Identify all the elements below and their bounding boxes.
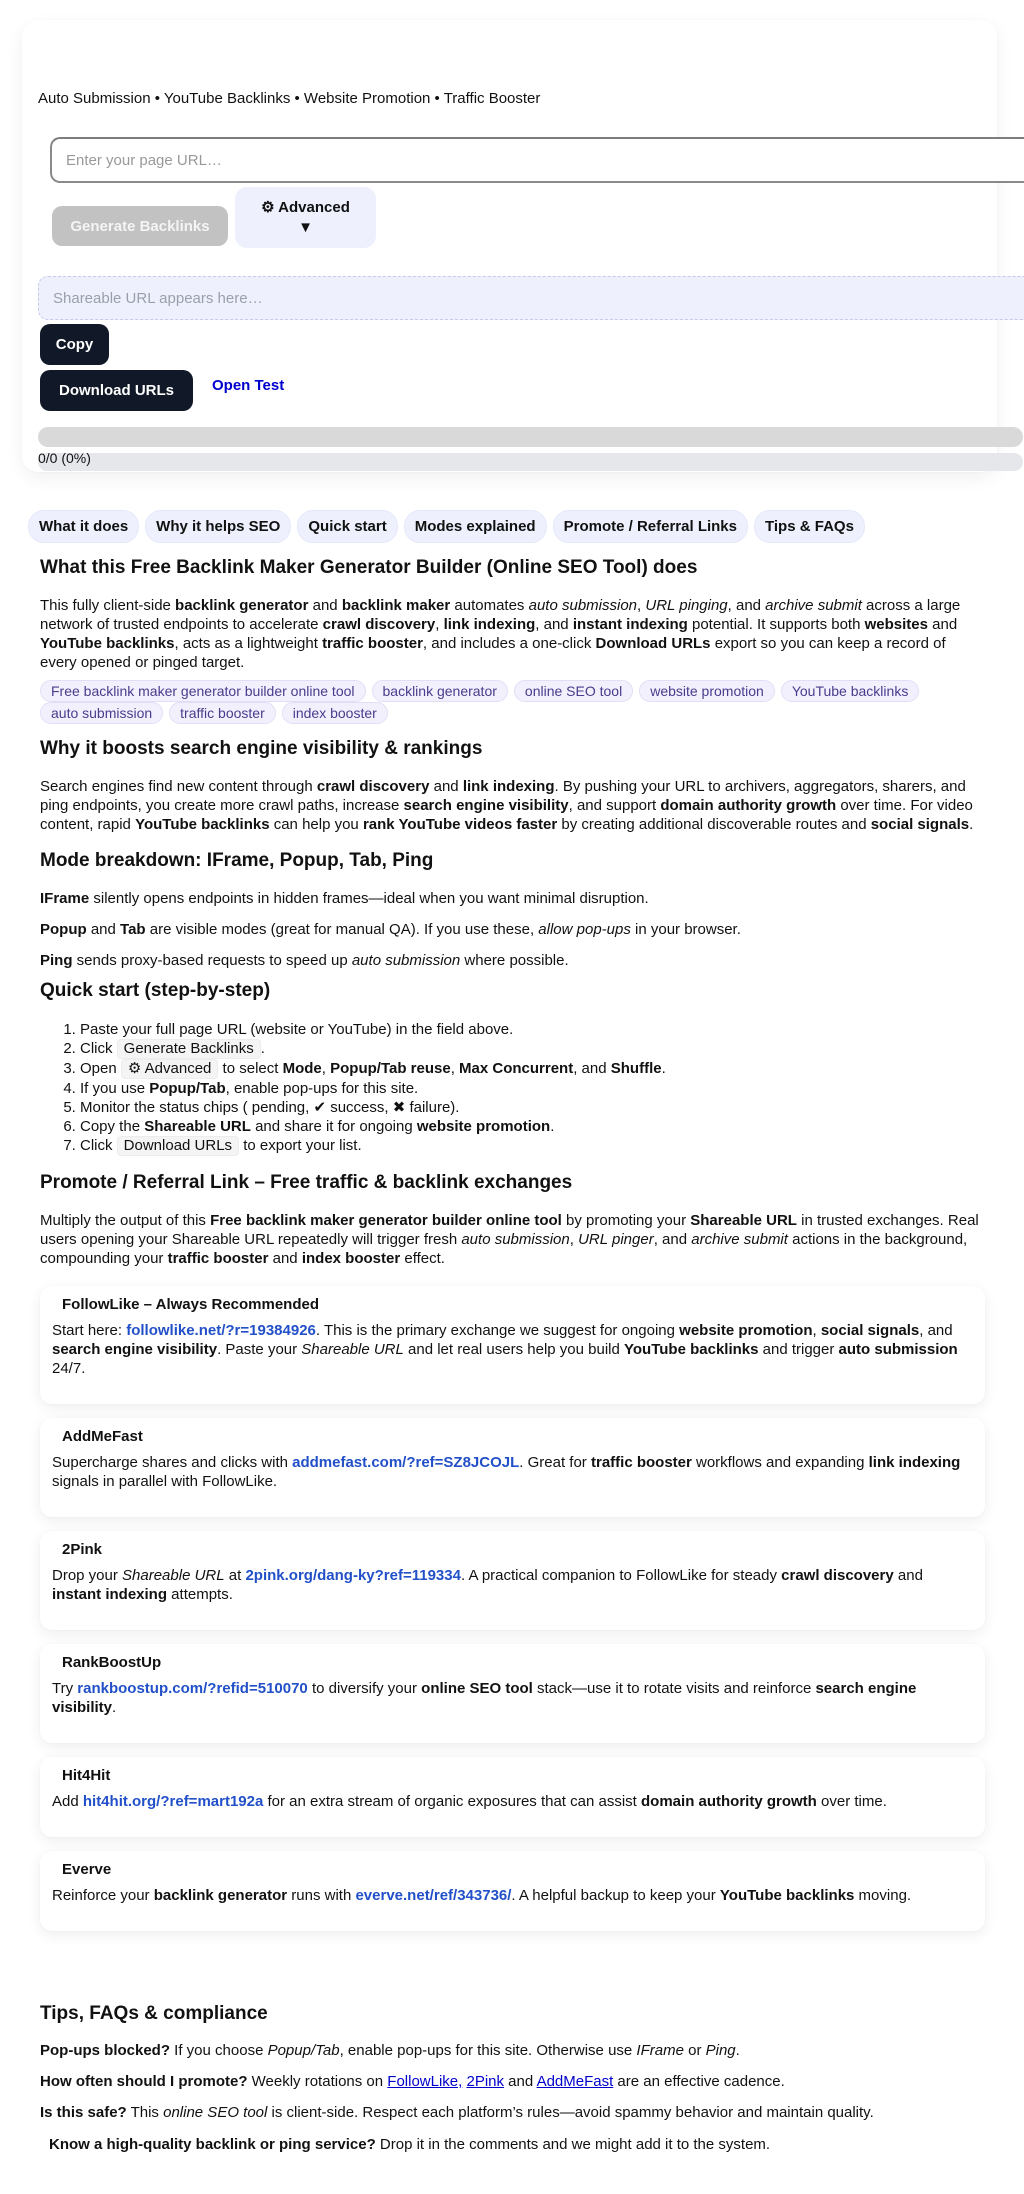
faq-addmefast-link[interactable]: AddMeFast <box>536 2073 614 2090</box>
text-run: , and <box>535 616 573 633</box>
text-run: can help you <box>269 816 363 833</box>
text-run: over time. <box>816 1793 887 1810</box>
bold-keyword: traffic booster <box>167 1250 269 1267</box>
nav-pill-promote[interactable]: Promote / Referral Links <box>553 510 748 543</box>
section-heading: Mode breakdown: IFrame, Popup, Tab, Ping <box>40 850 434 871</box>
text-run: , <box>321 1060 331 1077</box>
bold-keyword: crawl discovery <box>316 778 430 795</box>
bold-keyword: Pop-ups blocked? <box>40 2042 171 2059</box>
text-run: . <box>112 1699 117 1716</box>
text-run: . A practical companion to FollowLike for steady <box>460 1567 782 1584</box>
bold-keyword: search engine visibility <box>403 797 569 814</box>
bold-keyword: search engine visibility <box>52 1341 218 1358</box>
text-run: and <box>308 597 342 614</box>
text-run: , <box>435 616 444 633</box>
everve-link[interactable]: everve.net/ref/343736/ <box>355 1887 512 1904</box>
text-run: . A helpful backup to keep your <box>511 1887 720 1904</box>
text-run: Open <box>80 1060 121 1077</box>
text-run: . <box>661 1060 666 1077</box>
italic-term: auto submission <box>461 1231 570 1248</box>
text-run: , enable pop-ups for this site. Otherwise use <box>339 2042 637 2059</box>
referral-text <box>52 1453 973 1491</box>
text-run: . <box>260 1040 265 1057</box>
text-run: 24/7. <box>52 1360 86 1377</box>
italic-term: auto submission <box>351 952 461 969</box>
text-run: to select <box>218 1060 283 1077</box>
italic-term: IFrame <box>636 2042 684 2059</box>
text-run: attempts. <box>167 1586 233 1603</box>
chevron-down-icon: ▼ <box>298 218 313 236</box>
text-run: . <box>735 2042 740 2059</box>
keyword-tags <box>40 680 953 724</box>
referral-title: FollowLike – Always Recommended <box>62 1296 320 1313</box>
text-run: in your browser. <box>630 921 741 938</box>
referral-card-followlike <box>40 1286 985 1404</box>
bold-keyword: / <box>195 1080 201 1097</box>
faq-popups <box>40 2041 984 2060</box>
section-quick-start <box>40 980 984 1156</box>
text-run: , and support <box>568 797 661 814</box>
faq-safety <box>40 2103 984 2122</box>
bold-keyword: traffic booster <box>322 635 423 652</box>
faq-promote-frequency <box>40 2072 984 2091</box>
progress-status-text: 0/0 (0%) <box>38 450 91 466</box>
section-nav <box>28 510 984 543</box>
text-run: If you use <box>80 1080 150 1097</box>
download-urls-kbd: Download URLs <box>117 1136 239 1156</box>
bold-keyword: index booster <box>301 1250 401 1267</box>
mode-iframe <box>40 889 984 908</box>
step-item <box>80 1136 984 1156</box>
referral-card-rankboostup <box>40 1644 985 1743</box>
keyword-tag[interactable]: YouTube backlinks <box>781 680 919 702</box>
text-run: , <box>812 1322 821 1339</box>
bold-keyword: link indexing <box>868 1454 961 1471</box>
bold-keyword: YouTube backlinks <box>719 1887 855 1904</box>
keyword-tag[interactable]: website promotion <box>639 680 775 702</box>
referral-title: AddMeFast <box>62 1428 143 1445</box>
bold-keyword: domain authority growth <box>660 797 837 814</box>
open-test-link[interactable]: Open Test <box>212 377 285 394</box>
italic-term: Popup/Tab <box>267 2042 340 2059</box>
bold-keyword: website promotion <box>416 1118 551 1135</box>
text-run: , <box>569 1231 579 1248</box>
text-run: . <box>550 1118 555 1135</box>
bold-keyword: instant indexing <box>52 1586 168 1603</box>
text-run: This <box>126 2104 164 2121</box>
nav-pill-modes[interactable]: Modes explained <box>404 510 547 543</box>
bold-keyword: website promotion <box>679 1322 813 1339</box>
italic-term: archive submit <box>691 1231 788 1248</box>
tagline: Auto Submission • YouTube Backlinks • Website Promotion • Traffic Booster <box>38 90 541 107</box>
bold-keyword: crawl discovery <box>781 1567 894 1584</box>
text-run: across a large network of trusted endpoints to accelerate <box>40 597 961 633</box>
referral-card-hit4hit <box>40 1757 985 1837</box>
italic-term: Shareable URL <box>301 1341 404 1358</box>
text-run: , <box>637 597 646 614</box>
keyword-tag[interactable]: auto submission <box>40 702 163 724</box>
bold-keyword: Mode <box>282 1060 322 1077</box>
text-run: are visible modes (great for manual QA). If you use these, <box>145 921 539 938</box>
referral-text <box>52 1321 973 1378</box>
bold-keyword: YouTube backlinks <box>624 1341 759 1358</box>
step-item <box>80 1059 984 1079</box>
section-heading: Promote / Referral Link – Free traffic & backlink exchanges <box>40 1172 573 1193</box>
text-run: and share it for ongoing <box>250 1118 417 1135</box>
section-tips <box>40 2003 984 2154</box>
text-run: automates <box>450 597 529 614</box>
text-run: and <box>504 2073 537 2090</box>
text-run: Try <box>52 1680 78 1697</box>
text-run: stack—use it to rotate visits and reinforce <box>532 1680 816 1697</box>
text-run: Drop it in the comments and we might add it to the system. <box>375 2136 771 2153</box>
bold-keyword: Know a high-quality backlink or ping service? <box>49 2136 376 2153</box>
bold-keyword: Tab <box>200 1080 226 1097</box>
section-heading: Quick start (step-by-step) <box>40 980 271 1001</box>
italic-term: online SEO tool <box>163 2104 268 2121</box>
text-run: for an extra stream of organic exposures that can assist <box>263 1793 642 1810</box>
text-run: , and includes a one-click <box>422 635 596 652</box>
text-run: at <box>224 1567 246 1584</box>
section-heading: Why it boosts search engine visibility & rankings <box>40 738 483 759</box>
italic-term: Ping <box>705 2042 736 2059</box>
step-item <box>80 1039 984 1059</box>
text-run: . By pushing your URL to archivers, aggregators, sharers, and ping endpoints, you create more crawl paths, increase <box>40 778 966 814</box>
status-bar <box>38 453 1023 471</box>
addmefast-link[interactable]: addmefast.com/?ref=SZ8JCOJL <box>292 1454 520 1471</box>
step-item <box>80 1117 984 1136</box>
bold-keyword: social signals <box>870 816 970 833</box>
bold-keyword: instant indexing <box>572 616 688 633</box>
referral-card-everve <box>40 1851 985 1931</box>
nav-pill-quick-start[interactable]: Quick start <box>297 510 397 543</box>
text-run: and <box>86 921 121 938</box>
referral-text <box>52 1679 973 1717</box>
progress-bar <box>38 427 1023 447</box>
download-urls-button[interactable]: Download URLs <box>40 370 193 411</box>
text-run: are an effective cadence. <box>613 2073 785 2090</box>
rankboostup-link[interactable]: rankboostup.com/?refid=510070 <box>77 1680 308 1697</box>
section-heading: Tips, FAQs & compliance <box>40 2003 268 2024</box>
bold-keyword: Popup <box>149 1080 196 1097</box>
text-run: , and <box>653 1231 692 1248</box>
text-run: to export your list. <box>239 1137 362 1154</box>
faq-followlike-link[interactable]: FollowLike, <box>387 2073 463 2090</box>
bold-keyword: YouTube backlinks <box>135 816 270 833</box>
bold-keyword: Is this safe? <box>40 2104 127 2121</box>
2pink-link[interactable]: 2pink.org/dang-ky?ref=119334 <box>245 1567 461 1584</box>
step-item: 1. Paste your full page URL (website or YouTube) in the field above. <box>80 1020 984 1039</box>
keyword-tag[interactable]: Free backlink maker generator builder online tool <box>40 680 366 702</box>
nav-pill-what-it-does[interactable]: What it does <box>28 510 139 543</box>
section-paragraph <box>40 596 984 672</box>
mode-ping <box>40 951 984 970</box>
italic-term: Shareable URL <box>122 1567 225 1584</box>
text-run: signals in parallel with FollowLike. <box>52 1473 278 1490</box>
text-run: effect. <box>400 1250 445 1267</box>
italic-term: allow pop-ups <box>538 921 631 938</box>
text-run: Weekly rotations on <box>247 2073 388 2090</box>
bold-keyword: backlink maker <box>341 597 451 614</box>
bold-keyword: Max Concurrent <box>459 1060 574 1077</box>
article-content <box>0 510 1024 2194</box>
text-run: , enable pop-ups for this site. <box>225 1080 419 1097</box>
nav-pill-why-seo[interactable]: Why it helps SEO <box>145 510 291 543</box>
page-url-input[interactable] <box>50 137 1024 183</box>
text-run: over time. For video content, rapid <box>40 797 973 833</box>
section-what-it-does <box>40 557 984 724</box>
text-run: and <box>429 778 463 795</box>
referral-title: RankBoostUp <box>62 1654 162 1671</box>
bold-keyword: link indexing <box>443 616 536 633</box>
section-why-seo <box>40 738 984 834</box>
backlink-tool-card <box>22 20 997 472</box>
text-run: and trigger <box>758 1341 839 1358</box>
hit4hit-link[interactable]: hit4hit.org/?ref=mart192a <box>82 1793 264 1810</box>
text-run: Start here: <box>52 1322 127 1339</box>
keyword-tag[interactable]: traffic booster <box>169 702 276 724</box>
bold-keyword: Shareable URL <box>144 1118 251 1135</box>
advanced-kbd: ⚙ Advanced <box>121 1059 219 1079</box>
section-paragraph <box>40 1211 984 1268</box>
text-run: Click <box>80 1137 117 1154</box>
shareable-url-field[interactable] <box>38 276 1024 320</box>
text-run: , and <box>727 597 766 614</box>
bold-keyword: IFrame <box>40 890 90 907</box>
text-run: Reinforce your <box>52 1887 154 1904</box>
section-heading: What this Free Backlink Maker Generator Builder (Online SEO Tool) does <box>40 557 698 578</box>
bold-keyword: domain authority growth <box>641 1793 817 1810</box>
referral-card-2pink <box>40 1531 985 1630</box>
bold-keyword: online SEO tool <box>421 1680 533 1697</box>
bold-keyword: Shareable URL <box>690 1212 797 1229</box>
referral-title: Everve <box>62 1861 112 1878</box>
text-run: , and <box>919 1322 953 1339</box>
text-run: where possible. <box>460 952 569 969</box>
bold-keyword: crawl discovery <box>322 616 436 633</box>
bold-keyword: Free backlink maker generator builder online tool <box>210 1212 562 1229</box>
bold-keyword: websites <box>864 616 928 633</box>
text-run: Search engines find new content through <box>40 778 317 795</box>
referral-card-addmefast <box>40 1418 985 1517</box>
text-run: in trusted exchanges. Real users opening your Shareable URL repeatedly will trigger fresh <box>40 1212 979 1248</box>
mode-popup-tab <box>40 920 984 939</box>
bold-keyword: Popup <box>40 921 87 938</box>
text-run: workflows and expanding <box>691 1454 869 1471</box>
bold-keyword: Tab <box>120 921 146 938</box>
keyword-tag[interactable]: online SEO tool <box>514 680 633 702</box>
text-run: If you choose <box>170 2042 268 2059</box>
referral-text <box>52 1886 973 1905</box>
text-run: Click <box>80 1040 117 1057</box>
bold-keyword: auto submission <box>838 1341 958 1358</box>
text-run: by creating additional discoverable routes and <box>557 816 871 833</box>
generate-backlinks-button[interactable]: Generate Backlinks <box>52 206 228 246</box>
section-paragraph <box>40 777 984 834</box>
copy-button[interactable]: Copy <box>40 324 109 365</box>
referral-title: Hit4Hit <box>62 1767 111 1784</box>
text-run: or <box>683 2042 706 2059</box>
text-run: potential. It supports both <box>687 616 865 633</box>
bold-keyword: Popup <box>330 1060 377 1077</box>
nav-pill-tips[interactable]: Tips & FAQs <box>754 510 865 543</box>
italic-term: auto submission <box>528 597 638 614</box>
keyword-tag[interactable]: index booster <box>282 702 388 724</box>
bold-keyword: social signals <box>820 1322 920 1339</box>
bold-keyword: backlink generator <box>175 597 309 614</box>
generate-backlinks-kbd: Generate Backlinks <box>117 1039 261 1059</box>
bold-keyword: backlink generator <box>153 1887 288 1904</box>
bold-keyword: Tab reuse <box>380 1060 451 1077</box>
italic-term: archive submit <box>765 597 862 614</box>
text-run: Copy the <box>80 1118 145 1135</box>
text-run: and <box>927 616 958 633</box>
text-run: moving. <box>854 1887 912 1904</box>
bold-keyword: Ping <box>40 952 73 969</box>
text-run: . Paste your <box>217 1341 302 1358</box>
bold-keyword: Shuffle <box>610 1060 662 1077</box>
text-run: actions in the background, compounding your <box>40 1231 968 1267</box>
text-run: Drop your <box>52 1567 123 1584</box>
text-run: export so you can keep a record of every opened or pinged target. <box>40 635 946 671</box>
text-run: . Great for <box>519 1454 591 1471</box>
faq-2pink-link[interactable]: 2Pink <box>466 2073 505 2090</box>
text-run: , acts as a lightweight <box>174 635 323 652</box>
followlike-link[interactable]: followlike.net/?r=19384926 <box>126 1322 316 1339</box>
italic-term: URL pinging <box>645 597 728 614</box>
bold-keyword: / <box>376 1060 381 1077</box>
bold-keyword: YouTube backlinks <box>40 635 175 652</box>
steps-list <box>40 1020 984 1156</box>
keyword-tag[interactable]: backlink generator <box>372 680 508 702</box>
text-run: runs with <box>287 1887 356 1904</box>
text-run: Supercharge shares and clicks with <box>52 1454 293 1471</box>
advanced-toggle-button[interactable] <box>235 187 376 248</box>
section-modes <box>40 850 984 970</box>
bold-keyword: Download URLs <box>595 635 711 652</box>
text-run: by promoting your <box>561 1212 691 1229</box>
text-run: This fully client-side <box>40 597 176 614</box>
text-run: and let real users help you build <box>403 1341 624 1358</box>
bold-keyword: traffic booster <box>590 1454 692 1471</box>
step-item: 5. Monitor the status chips ( pending, ✔ success, ✖ failure). <box>80 1098 984 1117</box>
referral-title: 2Pink <box>62 1541 103 1558</box>
text-run: and <box>893 1567 923 1584</box>
text-run: Add <box>52 1793 83 1810</box>
italic-term: URL pinger <box>578 1231 654 1248</box>
bold-keyword: search engine visibility <box>52 1680 917 1716</box>
step-item <box>80 1079 984 1098</box>
text-run: . This is the primary exchange we suggest for ongoing <box>315 1322 680 1339</box>
advanced-label: ⚙ Advanced <box>261 199 350 216</box>
text-run: silently opens endpoints in hidden frames—ideal when you want minimal disruption. <box>89 890 649 907</box>
text-run: sends proxy-based requests to speed up <box>72 952 352 969</box>
text-run: Multiply the output of this <box>40 1212 211 1229</box>
section-promote <box>40 1172 984 1931</box>
text-run: to diversify your <box>307 1680 422 1697</box>
bold-keyword: rank YouTube videos faster <box>362 816 558 833</box>
text-run: . <box>969 816 974 833</box>
text-run: , and <box>573 1060 611 1077</box>
bold-keyword: How often should I promote? <box>40 2073 248 2090</box>
referral-text <box>52 1792 973 1811</box>
bold-keyword: link indexing <box>462 778 555 795</box>
referral-text <box>52 1566 973 1604</box>
faq-suggest-service <box>49 2135 984 2154</box>
text-run: is client-side. Respect each platform’s rules—avoid spammy behavior and maintain quality. <box>267 2104 874 2121</box>
text-run: and <box>268 1250 302 1267</box>
text-run: , <box>450 1060 460 1077</box>
